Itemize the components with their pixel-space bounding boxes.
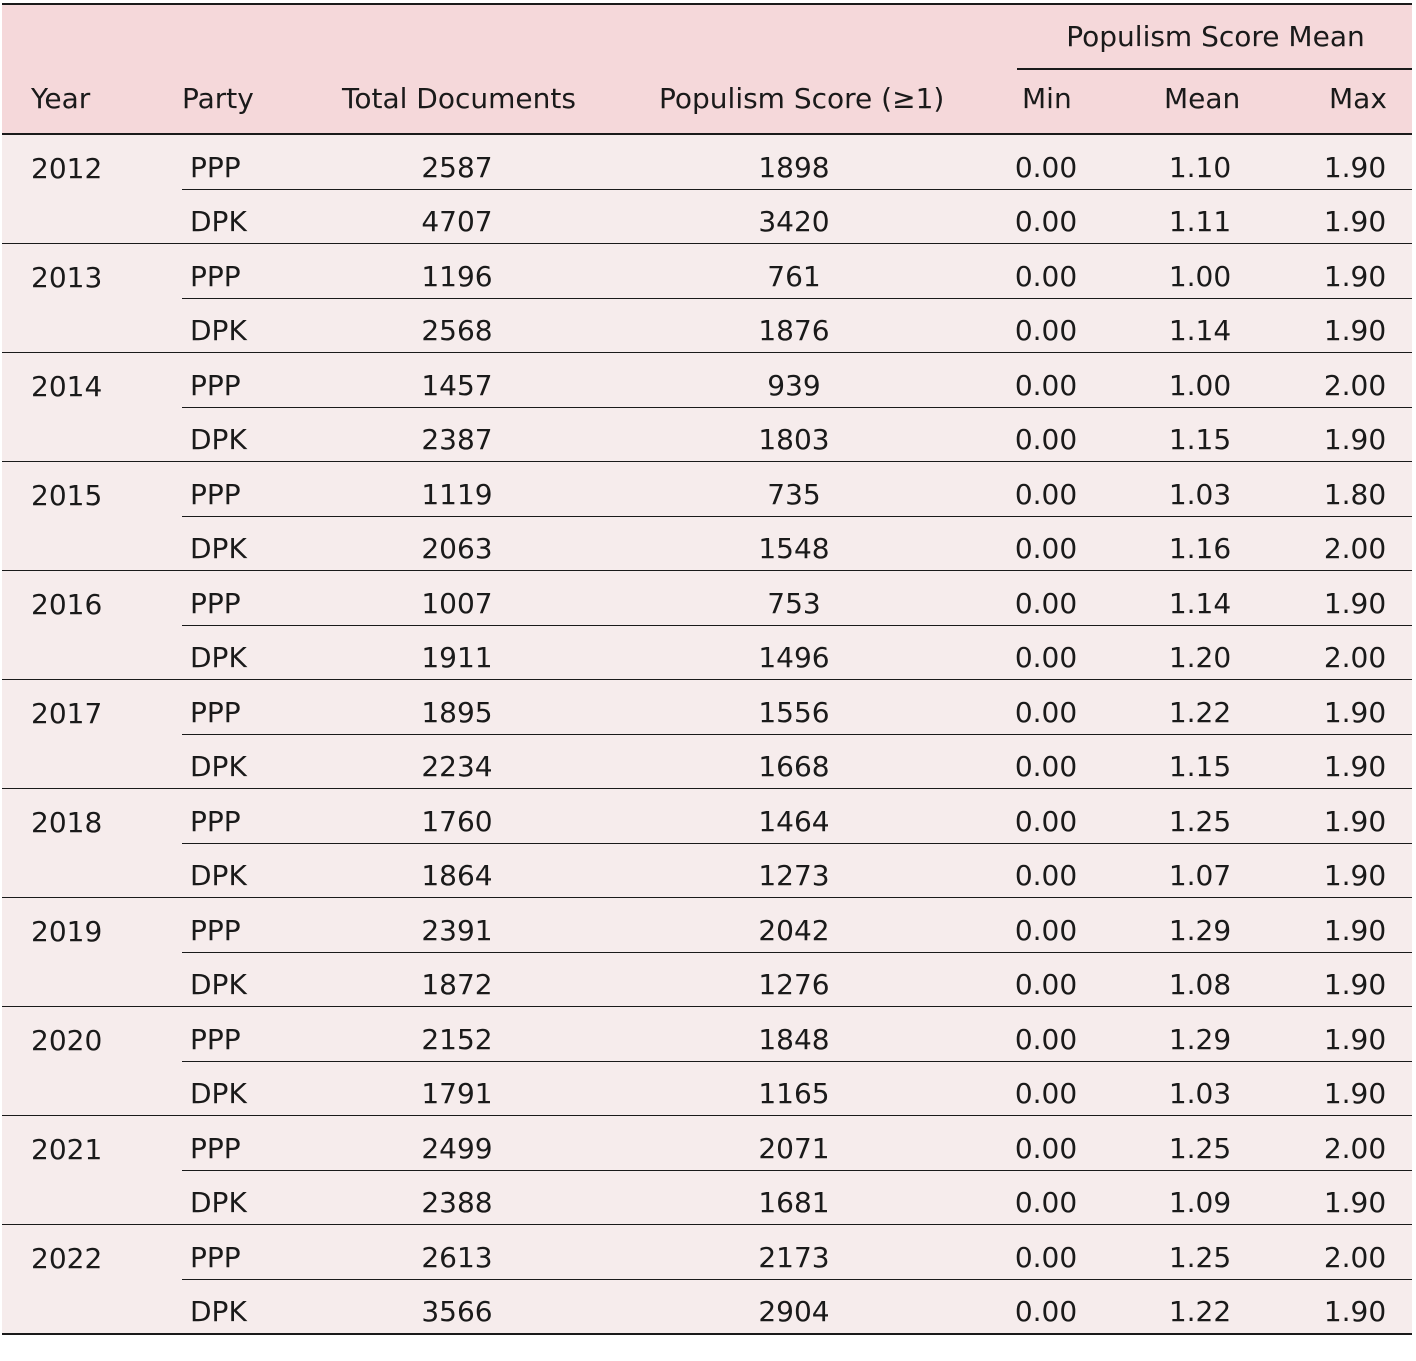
- mean-cell: 1.22: [1168, 1295, 1232, 1328]
- populism-score-cell: 1464: [758, 805, 830, 838]
- total-documents-cell: 1196: [421, 260, 493, 293]
- year-group: [2, 1225, 1412, 1333]
- total-documents-cell: 1007: [421, 587, 493, 620]
- party-cell: PPP: [190, 1023, 241, 1056]
- year-cell: 2014: [31, 370, 103, 403]
- mean-cell: 1.07: [1168, 859, 1232, 892]
- party-cell: PPP: [190, 1241, 241, 1274]
- populism-score-cell: 1273: [758, 859, 830, 892]
- mean-cell: 1.20: [1168, 641, 1232, 674]
- min-cell: 0.00: [1014, 859, 1078, 892]
- min-cell: 0.00: [1014, 1241, 1078, 1274]
- max-cell: 1.90: [1323, 1077, 1387, 1110]
- table-row: [182, 189, 1412, 244]
- total-documents-cell: 2152: [421, 1023, 493, 1056]
- table-row: [2, 898, 1412, 952]
- total-documents-cell: 2613: [421, 1241, 493, 1274]
- total-documents-cell: 2568: [421, 314, 493, 347]
- table-row: [182, 1061, 1412, 1116]
- mean-cell: 1.03: [1168, 478, 1232, 511]
- populism-score-cell: 1848: [758, 1023, 830, 1056]
- mean-cell: 1.29: [1168, 914, 1232, 947]
- party-cell: PPP: [190, 914, 241, 947]
- min-cell: 0.00: [1014, 205, 1078, 238]
- min-cell: 0.00: [1014, 151, 1078, 184]
- max-cell: 1.90: [1323, 968, 1387, 1001]
- year-group: [2, 1116, 1412, 1225]
- total-documents-cell: 2387: [421, 423, 493, 456]
- max-cell: 1.90: [1323, 151, 1387, 184]
- party-cell: PPP: [190, 696, 241, 729]
- populism-score-cell: 2071: [758, 1132, 830, 1165]
- year-cell: 2015: [31, 479, 103, 512]
- year-cell: 2017: [31, 697, 103, 730]
- year-group: [2, 135, 1412, 244]
- table-body: [2, 135, 1412, 1335]
- year-group: [2, 680, 1412, 789]
- populism-score-cell: 3420: [758, 205, 830, 238]
- year-cell: 2020: [31, 1024, 103, 1057]
- party-cell: DPK: [190, 423, 247, 456]
- party-cell: DPK: [190, 532, 247, 565]
- min-cell: 0.00: [1014, 968, 1078, 1001]
- mean-cell: 1.25: [1168, 1132, 1232, 1165]
- total-documents-cell: 2391: [421, 914, 493, 947]
- group-header-rule: [1017, 68, 1412, 70]
- populism-score-cell: 1668: [758, 750, 830, 783]
- mean-cell: 1.22: [1168, 696, 1232, 729]
- table-row: [182, 625, 1412, 680]
- table-row: [182, 952, 1412, 1007]
- total-documents-cell: 1872: [421, 968, 493, 1001]
- year-cell: 2012: [31, 152, 103, 185]
- max-cell: 2.00: [1323, 1132, 1387, 1165]
- column-header-populism-score: Populism Score (≥1): [659, 82, 945, 115]
- party-cell: PPP: [190, 805, 241, 838]
- min-cell: 0.00: [1014, 1077, 1078, 1110]
- column-header-year: Year: [31, 82, 91, 115]
- year-group: [2, 353, 1412, 462]
- max-cell: 2.00: [1323, 1241, 1387, 1274]
- min-cell: 0.00: [1014, 532, 1078, 565]
- min-cell: 0.00: [1014, 805, 1078, 838]
- year-group: [2, 789, 1412, 898]
- table-row: [182, 298, 1412, 353]
- populism-score-cell: 2904: [758, 1295, 830, 1328]
- total-documents-cell: 1895: [421, 696, 493, 729]
- year-group: [2, 571, 1412, 680]
- table-row: [182, 407, 1412, 462]
- table-row: [182, 843, 1412, 898]
- year-cell: 2018: [31, 806, 103, 839]
- mean-cell: 1.15: [1168, 423, 1232, 456]
- column-header-mean: Mean: [1164, 82, 1241, 115]
- min-cell: 0.00: [1014, 478, 1078, 511]
- populism-score-cell: 2042: [758, 914, 830, 947]
- max-cell: 2.00: [1323, 369, 1387, 402]
- total-documents-cell: 1911: [421, 641, 493, 674]
- mean-cell: 1.14: [1168, 314, 1232, 347]
- max-cell: 1.90: [1323, 1023, 1387, 1056]
- max-cell: 1.80: [1323, 478, 1387, 511]
- max-cell: 1.90: [1323, 914, 1387, 947]
- mean-cell: 1.16: [1168, 532, 1232, 565]
- party-cell: DPK: [190, 1186, 247, 1219]
- populism-score-cell: 1556: [758, 696, 830, 729]
- year-cell: 2016: [31, 588, 103, 621]
- table-row: [2, 353, 1412, 407]
- mean-cell: 1.03: [1168, 1077, 1232, 1110]
- max-cell: 1.90: [1323, 1186, 1387, 1219]
- min-cell: 0.00: [1014, 750, 1078, 783]
- year-cell: 2021: [31, 1133, 103, 1166]
- total-documents-cell: 3566: [421, 1295, 493, 1328]
- populism-score-cell: 761: [767, 260, 821, 293]
- year-cell: 2022: [31, 1242, 103, 1275]
- populism-score-cell: 1165: [758, 1077, 830, 1110]
- populism-score-cell: 1276: [758, 968, 830, 1001]
- min-cell: 0.00: [1014, 1023, 1078, 1056]
- max-cell: 1.90: [1323, 205, 1387, 238]
- total-documents-cell: 1457: [421, 369, 493, 402]
- min-cell: 0.00: [1014, 423, 1078, 456]
- mean-cell: 1.00: [1168, 369, 1232, 402]
- mean-cell: 1.09: [1168, 1186, 1232, 1219]
- populism-score-cell: 735: [767, 478, 821, 511]
- mean-cell: 1.00: [1168, 260, 1232, 293]
- mean-cell: 1.25: [1168, 1241, 1232, 1274]
- total-documents-cell: 1760: [421, 805, 493, 838]
- populism-score-cell: 753: [767, 587, 821, 620]
- total-documents-cell: 2499: [421, 1132, 493, 1165]
- mean-cell: 1.08: [1168, 968, 1232, 1001]
- table-row: [2, 571, 1412, 625]
- min-cell: 0.00: [1014, 1186, 1078, 1219]
- party-cell: DPK: [190, 1295, 247, 1328]
- party-cell: PPP: [190, 260, 241, 293]
- party-cell: DPK: [190, 205, 247, 238]
- party-cell: DPK: [190, 968, 247, 1001]
- mean-cell: 1.11: [1168, 205, 1232, 238]
- year-group: [2, 898, 1412, 1007]
- table-row: [182, 734, 1412, 789]
- min-cell: 0.00: [1014, 696, 1078, 729]
- max-cell: 1.90: [1323, 260, 1387, 293]
- mean-cell: 1.14: [1168, 587, 1232, 620]
- year-cell: 2019: [31, 915, 103, 948]
- party-cell: PPP: [190, 369, 241, 402]
- min-cell: 0.00: [1014, 1295, 1078, 1328]
- party-cell: DPK: [190, 1077, 247, 1110]
- total-documents-cell: 4707: [421, 205, 493, 238]
- mean-cell: 1.29: [1168, 1023, 1232, 1056]
- table-row: [2, 1225, 1412, 1279]
- max-cell: 1.90: [1323, 423, 1387, 456]
- party-cell: DPK: [190, 750, 247, 783]
- mean-cell: 1.25: [1168, 805, 1232, 838]
- party-cell: PPP: [190, 1132, 241, 1165]
- populism-score-cell: 1681: [758, 1186, 830, 1219]
- min-cell: 0.00: [1014, 314, 1078, 347]
- table-row: [2, 1116, 1412, 1170]
- mean-cell: 1.10: [1168, 151, 1232, 184]
- column-header-min: Min: [1022, 82, 1072, 115]
- total-documents-cell: 1864: [421, 859, 493, 892]
- populism-score-cell: 2173: [758, 1241, 830, 1274]
- year-cell: 2013: [31, 261, 103, 294]
- total-documents-cell: 2234: [421, 750, 493, 783]
- column-header-total-documents: Total Documents: [342, 82, 576, 115]
- mean-cell: 1.15: [1168, 750, 1232, 783]
- min-cell: 0.00: [1014, 641, 1078, 674]
- column-header-party: Party: [182, 82, 254, 115]
- max-cell: 1.90: [1323, 696, 1387, 729]
- total-documents-cell: 2587: [421, 151, 493, 184]
- populism-score-cell: 939: [767, 369, 821, 402]
- max-cell: 2.00: [1323, 641, 1387, 674]
- year-group: [2, 462, 1412, 571]
- max-cell: 1.90: [1323, 750, 1387, 783]
- min-cell: 0.00: [1014, 369, 1078, 402]
- min-cell: 0.00: [1014, 587, 1078, 620]
- party-cell: PPP: [190, 151, 241, 184]
- table-row: [2, 1007, 1412, 1061]
- party-cell: PPP: [190, 587, 241, 620]
- year-group: [2, 1007, 1412, 1116]
- table-row: [2, 789, 1412, 843]
- column-header-max: Max: [1329, 82, 1387, 115]
- table-row: [182, 516, 1412, 571]
- table-header: [2, 3, 1412, 135]
- populism-score-cell: 1496: [758, 641, 830, 674]
- populism-score-cell: 1548: [758, 532, 830, 565]
- populism-score-cell: 1898: [758, 151, 830, 184]
- min-cell: 0.00: [1014, 260, 1078, 293]
- total-documents-cell: 1119: [421, 478, 493, 511]
- total-documents-cell: 1791: [421, 1077, 493, 1110]
- total-documents-cell: 2388: [421, 1186, 493, 1219]
- table-row: [2, 680, 1412, 734]
- table-row: [2, 462, 1412, 516]
- max-cell: 1.90: [1323, 1295, 1387, 1328]
- group-header-populism-score-mean: Populism Score Mean: [1066, 20, 1365, 53]
- max-cell: 1.90: [1323, 859, 1387, 892]
- max-cell: 2.00: [1323, 532, 1387, 565]
- total-documents-cell: 2063: [421, 532, 493, 565]
- populism-score-cell: 1803: [758, 423, 830, 456]
- year-group: [2, 244, 1412, 353]
- party-cell: DPK: [190, 641, 247, 674]
- data-table: [2, 3, 1412, 1335]
- party-cell: DPK: [190, 314, 247, 347]
- table-row: [182, 1170, 1412, 1225]
- party-cell: PPP: [190, 478, 241, 511]
- table-row: [182, 1279, 1412, 1334]
- min-cell: 0.00: [1014, 914, 1078, 947]
- table-row: [2, 244, 1412, 298]
- populism-score-cell: 1876: [758, 314, 830, 347]
- party-cell: DPK: [190, 859, 247, 892]
- min-cell: 0.00: [1014, 1132, 1078, 1165]
- max-cell: 1.90: [1323, 314, 1387, 347]
- table-row: [2, 135, 1412, 189]
- max-cell: 1.90: [1323, 587, 1387, 620]
- max-cell: 1.90: [1323, 805, 1387, 838]
